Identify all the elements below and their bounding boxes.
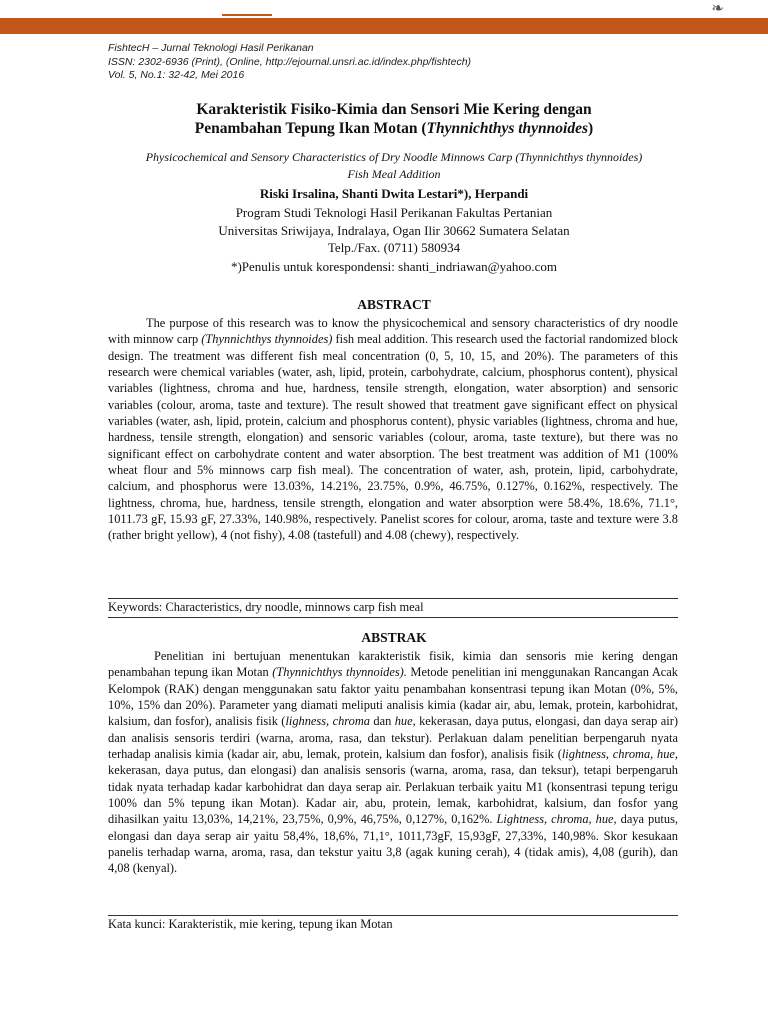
journal-info	[108, 42, 708, 83]
top-accent-line	[222, 14, 272, 16]
abstract-paragraph: The purpose of this research was to know the physicochemical and sensory characteristics of dry noodle with minnow carp (Thynnichthys thynnoides) fish meal addition. This research used the factorial randomized block design. The treatment was different fish meal concentration (0, 5, 10, 15, and 20%). The parameters of this research were chemical variables (water, ash, lipid, protein, carbohydrate, calcium, phosphorus content), physical variables (lightness, chroma and hue, hardness, tensile strength, elongation, water absorption) and sensoric variables (colour, aroma, taste and texture). The result showed that treatment gave significant effect on physical variables (water, ash, lipid, protein, calcium and phosphorus content), physic variables (lightness, chroma and hue, hardness, tensile strength, elongation) and sensoric variables (colour, aroma, taste texture), but there was no significant effect on carbohydrate content and water absorption. The best treatment was addition of M1 (100% wheat flour and 5% minnows carp fish meal). The concentration of water, ash, protein, lipid, carbohydrate, calcium, and phosphorus were 13.03%, 14.21%, 23.75%, 0.9%, 46.75%, 0.127%, 0.162%, respectively. The lightness, chroma, hue, hardness, tensile strength, elongation and water absorption were 58.4%, 18.6%, 71.1°, 1011.73 gF, 15.93 gF, 27.33%, 140.98%, respectively. Panelist scores for colour, aroma, taste and texture were 3.8 (rather bright yellow), 4 (not fishy), 4.08 (tastefull) and 4.08 (chewy), respectively.	[108, 316, 679, 543]
title-line-2: Penambahan Tepung Ikan Motan (Thynnichthys thynnoides)	[194, 120, 594, 137]
journal-volume: Vol. 5, No.1: 32-42, Mei 2016	[108, 69, 245, 81]
divider-top-keywords	[108, 598, 678, 599]
abstrak-paragraph: Penelitian ini bertujuan menentukan karakteristik fisik, kimia dan sensoris mie kering dengan penambahan tepung ikan Motan (Thynnichthys thynnoides). Metode penelitian ini menggunakan Rancangan Acak Kelompok (RAK) dengan menggunakan satu faktor yaitu penambahan konsentrasi tepung ikan Motan (0%, 5%, 10%, 15% dan 20%). Parameter yang diamati meliputi analisis kimia (kadar air, abu, lemak, protein, karbohidrat, kalsium, dan fosfor), analisis fisik (lighness, chroma dan hue, kekerasan, daya putus, elongasi, dan daya serap air) dan analisis sensoris terdiri (warna, aroma, rasa, dan tekstur). Perlakuan dalam penelitian berpengaruh nyata terhadap analisis kimia (kadar air, abu, lemak, protein, kalsium dan fosfor), analisis fisik (lightness, chroma, hue, kekerasan, daya putus, dan elongasi) dan analisis sensoris (warna, aroma, rasa, dan teksur), tetapi berpengaruh tidak nyata terhadap kadar karbohidrat dan daya serap air. Perlakuan terbaik yaitu M1 (konsentrasi tepung terigu 100% dan 5% tepung ikan Motan). Kadar air, abu, protein, lemak, karbohidrat, kalsium, dan fosfor yang dihasilkan yaitu 13,03%, 14,21%, 23,75%, 0,9%, 46,75%, 0,127%, 0,162%. Lightness, chroma, hue, daya putus, elongasi dan daya serap air yaitu 58,4%, 18,6%, 71,1°, 1011,73gF, 15,93gF, 27,33%, 140,98%. Skor kesukaan panelis terhadap warna, aroma, rasa, dan tekstur yaitu 3,8 (agak kuning cerah), 4 (tidak amis), 4,08 (gurih), dan 4,08 (kenyal).	[108, 649, 678, 876]
divider-bottom-keywords	[108, 617, 678, 618]
subtitle-line-1: Physicochemical and Sensory Characteristics of Dry Noodle Minnows Carp (Thynnichthys thynnoides)	[145, 150, 643, 164]
paper-title	[108, 100, 680, 138]
journal-name: FishtecH – Jurnal Teknologi Hasil Perikanan	[108, 42, 314, 54]
top-strip	[0, 0, 768, 18]
abstrak-heading: ABSTRAK	[361, 630, 427, 645]
header-band	[0, 18, 768, 34]
affiliation-phone: Telp./Fax. (0711) 580934	[327, 240, 461, 255]
abstrak-body	[108, 648, 678, 877]
author-list: Riski Irsalina, Shanti Dwita Lestari*), Herpandi	[259, 186, 529, 201]
quill-icon: ❧	[711, 1, 724, 17]
affiliation-line-2: Universitas Sriwijaya, Indralaya, Ogan Ilir 30662 Sumatera Selatan	[218, 222, 570, 238]
affiliation-line-1: Program Studi Teknologi Hasil Perikanan Fakultas Pertanian	[235, 205, 553, 220]
correspondence-email: *)Penulis untuk korespondensi: shanti_indriawan@yahoo.com	[230, 259, 558, 274]
abstract-heading: ABSTRACT	[357, 297, 431, 312]
english-subtitle	[108, 149, 680, 183]
abstract-body	[108, 315, 678, 544]
subtitle-line-2: Fish Meal Addition	[347, 167, 441, 181]
abstrak-keywords: Kata kunci: Karakteristik, mie kering, tepung ikan Motan	[108, 917, 393, 931]
abstract-keywords: Keywords: Characteristics, dry noodle, minnows carp fish meal	[108, 600, 424, 614]
title-line-1: Karakteristik Fisiko-Kimia dan Sensori Mie Kering dengan	[196, 101, 592, 118]
affiliation	[108, 204, 680, 257]
journal-issn: ISSN: 2302-6936 (Print), (Online, http://ejournal.unsri.ac.id/index.php/fishtech)	[108, 55, 472, 68]
divider-top-kata-kunci	[108, 915, 678, 916]
